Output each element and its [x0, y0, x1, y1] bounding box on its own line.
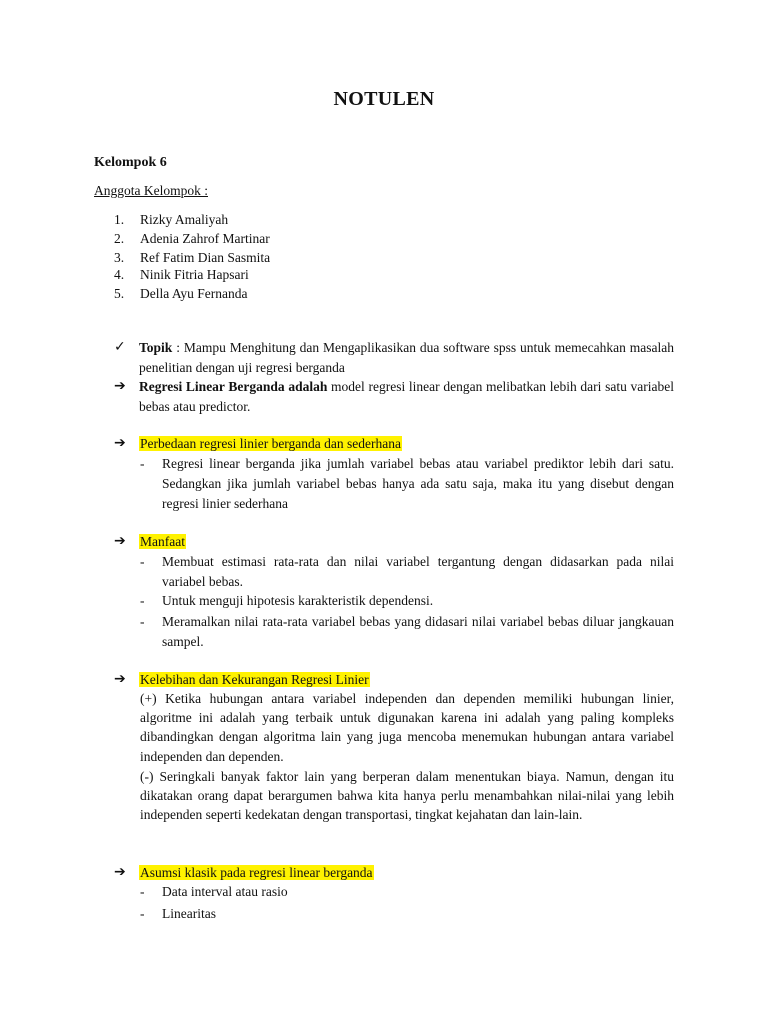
arrow-right-icon: ➔ — [114, 533, 126, 549]
list-item-text: Data interval atau rasio — [162, 884, 288, 899]
member-name: Rizky Amaliyah — [140, 212, 229, 227]
topic-text: : Mampu Menghitung dan Mengaplikasikan dua software spss untuk memecahkan masalah penelitian dengan uji regresi berganda — [139, 340, 674, 375]
dash-bullet: - — [140, 456, 145, 471]
list-item — [140, 591, 674, 611]
list-item — [140, 612, 674, 652]
arrow-right-icon: ➔ — [114, 864, 126, 880]
list-item-text: Meramalkan nilai rata-rata variabel bebas yang didasari nilai variabel bebas diluar jangkauan sampel. — [162, 614, 674, 649]
member-name: Ref Fatim Dian Sasmita — [140, 250, 271, 265]
list-item — [140, 454, 674, 514]
member-item — [114, 210, 228, 229]
topic-paragraph — [114, 338, 674, 377]
section-heading-text: Manfaat — [140, 534, 185, 549]
dash-bullet: - — [140, 593, 145, 608]
definition-paragraph — [114, 377, 674, 416]
section-heading — [114, 532, 674, 552]
arrow-right-icon: ➔ — [114, 671, 126, 687]
section-heading-text: Perbedaan regresi linier berganda dan sederhana — [140, 436, 402, 451]
advantage-paragraph: (+) Ketika hubungan antara variabel independen dan dependen memiliki hubungan linier, algoritme ini adalah yang terbaik untuk digunakan karena ini adalah yang paling kompleks dibandingkan dengan algoritma lain yang juga mencoba menemukan hubungan antara variabel independen dan dependen. — [140, 691, 674, 764]
page-title: NOTULEN — [333, 88, 435, 110]
list-item-text: Untuk menguji hipotesis karakteristik dependensi. — [162, 593, 434, 608]
member-number: 4. — [114, 267, 125, 282]
member-item — [114, 265, 249, 284]
section-heading — [114, 863, 674, 883]
member-name: Ninik Fitria Hapsari — [140, 267, 249, 282]
dash-bullet: - — [140, 614, 145, 629]
list-item-text: Membuat estimasi rata-rata dan nilai variabel tergantung dengan didasarkan pada nilai variabel bebas. — [162, 554, 674, 589]
member-item — [114, 284, 247, 303]
list-item — [140, 904, 674, 924]
dash-bullet: - — [140, 884, 145, 899]
topic-label: Topik — [139, 340, 173, 355]
arrow-right-icon: ➔ — [114, 378, 126, 394]
disadvantage-paragraph: (-) Seringkali banyak faktor lain yang berperan dalam menentukan biaya. Namun, dengan itu dikatakan orang dapat berargumen bahwa kita hanya perlu menambahkan nilai-nilai yang lebih independen seperti kedekatan dengan transportasi, tingkat kejahatan dan lain-lain. — [140, 769, 674, 823]
section-heading-text: Kelebihan dan Kekurangan Regresi Linier — [140, 672, 369, 687]
definition-text: model regresi linear dengan melibatkan lebih dari satu variabel bebas atau predictor. — [139, 379, 674, 414]
section-heading — [114, 434, 674, 454]
section-heading-text: Asumsi klasik pada regresi linear berganda — [140, 865, 373, 880]
dash-bullet: - — [140, 554, 145, 569]
member-name: Della Ayu Fernanda — [140, 286, 248, 301]
members-heading: Anggota Kelompok : — [94, 183, 208, 198]
group-name: Kelompok 6 — [94, 155, 167, 170]
member-number: 1. — [114, 212, 125, 227]
list-item-text: Regresi linear berganda jika jumlah variabel bebas atau variabel prediktor lebih dari satu. Sedangkan jika jumlah variabel bebas hanya ada satu saja, maka itu yang disebut dengan regresi linier sederhana — [162, 456, 674, 511]
arrow-right-icon: ➔ — [114, 435, 126, 451]
definition-label: Regresi Linear Berganda adalah — [139, 379, 328, 394]
list-item — [140, 882, 674, 902]
list-item-text: Linearitas — [162, 906, 216, 921]
member-item — [114, 229, 270, 248]
checkmark-icon: ✓ — [114, 339, 126, 355]
member-number: 3. — [114, 250, 125, 265]
member-number: 2. — [114, 231, 125, 246]
member-number: 5. — [114, 286, 125, 301]
member-name: Adenia Zahrof Martinar — [140, 231, 270, 246]
dash-bullet: - — [140, 906, 145, 921]
list-item — [140, 552, 674, 592]
section-heading — [114, 670, 674, 690]
